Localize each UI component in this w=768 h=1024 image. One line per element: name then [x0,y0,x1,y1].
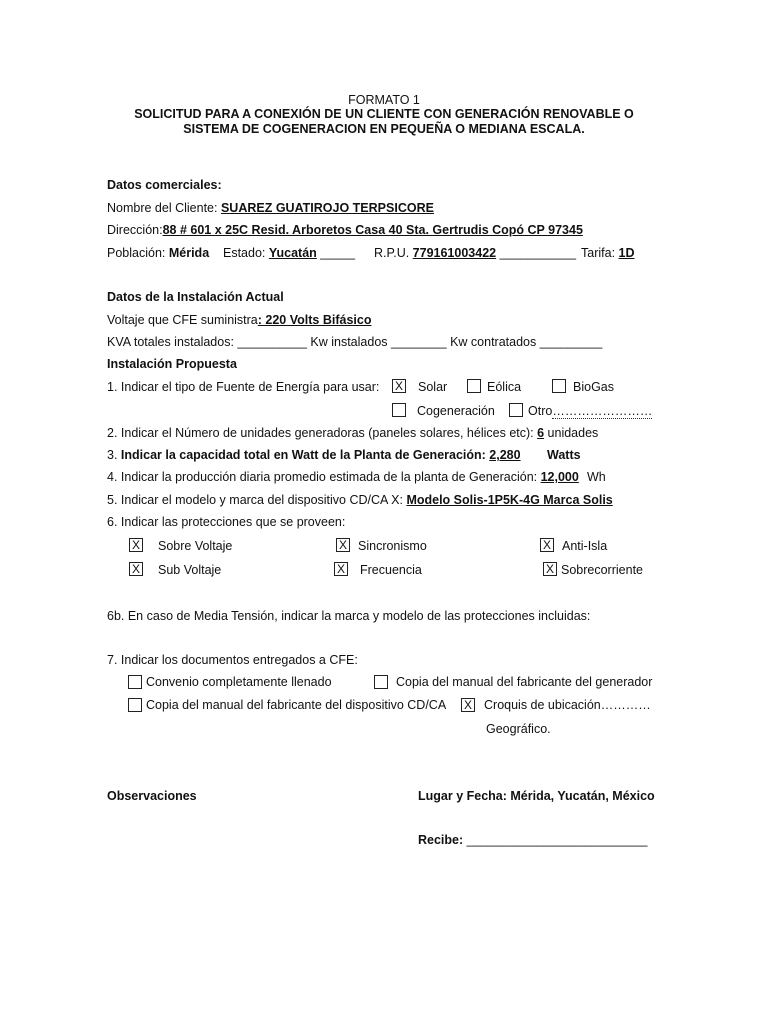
label-sincronismo: Sincronismo [358,539,427,553]
croquis-row [484,699,651,712]
q2-units-row [107,427,598,440]
label-eolica: Eólica [487,380,522,394]
checkbox-cogeneracion[interactable] [392,403,406,417]
q3-capacity-unit: Watts [547,448,581,462]
state-label: Estado: [223,246,269,260]
tariff-row [581,247,635,260]
label-croquis-continued: Geográfico. [486,722,551,736]
q7-documents-question: 7. Indicar los documentos entregados a CFE: [107,653,358,667]
state-value: Yucatán [268,246,317,260]
rpu-value: 779161003422 [412,246,497,260]
checkbox-convenio[interactable] [128,675,142,689]
observaciones-label: Observaciones [107,789,197,803]
q4-production-value: 12,000 [540,470,579,484]
voltage-label: Voltaje que CFE suministra [107,313,258,327]
voltage-row [107,314,371,327]
voltage-value: : 220 Volts Bifásico [257,313,372,327]
recibe-blank: __________________________ [466,833,648,847]
label-biogas: BioGas [573,380,614,394]
recibe-label: Recibe: [418,833,467,847]
label-solar: Solar [418,380,448,394]
section-heading-comerciales: Datos comerciales: [107,178,222,192]
checkbox-eolica[interactable] [467,379,481,393]
installed-capacity-row: KVA totales instalados: __________ Kw instalados ________ Kw contratados _________ [107,335,603,349]
form-number: FORMATO 1 [348,93,420,107]
label-manual-dispositivo: Copia del manual del fabricante del dispositivo CD/CA [146,698,447,712]
croquis-dots: ………… [600,698,651,712]
q1-energy-source-question: 1. Indicar el tipo de Fuente de Energía para usar: [107,380,380,394]
form-title-line-2: SISTEMA DE COGENERACION EN PEQUEÑA O MEDIANA ESCALA. [183,122,585,136]
q3-capacity-value: 2,280 [489,448,521,462]
rpu-row [374,247,576,260]
address-value: 88 # 601 x 25C Resid. Arboretos Casa 40 Sta. Gertrudis Copó CP 97345 [162,223,583,237]
q2-units-suffix: unidades [544,426,599,440]
rpu-blank: ___________ [496,246,577,260]
label-cogeneracion: Cogeneración [417,404,495,418]
q3-capacity-question: Indicar la capacidad total en Watt de la Planta de Generación: [120,448,490,462]
label-otro: Otro [528,404,553,418]
checkbox-frecuencia[interactable]: X [334,562,348,576]
checkbox-anti-isla[interactable]: X [540,538,554,552]
checkbox-manual-generador[interactable] [374,675,388,689]
q5-inverter-value: Modelo Solis-1P5K-4G Marca Solis [406,493,613,507]
state-blank: _____ [316,246,356,260]
q6-protections-question: 6. Indicar las protecciones que se proveen: [107,515,346,529]
q3-number: 3. [107,448,121,462]
checkbox-sobrecorriente[interactable]: X [543,562,557,576]
q4-production-question: 4. Indicar la producción diaria promedio estimada de la planta de Generación: [107,470,541,484]
checkbox-manual-dispositivo[interactable] [128,698,142,712]
place-date: Lugar y Fecha: Mérida, Yucatán, México [418,789,655,803]
section-heading-propuesta: Instalación Propuesta [107,357,237,371]
label-sub-voltaje: Sub Voltaje [158,563,222,577]
checkbox-sincronismo[interactable]: X [336,538,350,552]
address-label: Dirección: [107,223,163,237]
recibe-row [418,834,647,847]
client-name-value: SUAREZ GUATIROJO TERPSICORE [220,201,434,215]
label-convenio: Convenio completamente llenado [146,675,332,689]
q5-inverter-row [107,494,613,507]
checkbox-solar[interactable]: X [392,379,406,393]
checkbox-sobre-voltaje[interactable]: X [129,538,143,552]
label-anti-isla: Anti-Isla [562,539,608,553]
checkbox-croquis[interactable]: X [461,698,475,712]
q5-inverter-question: 5. Indicar el modelo y marca del dispositivo CD/CA X: [107,493,407,507]
city-row [107,247,209,260]
rpu-label: R.P.U. [374,246,413,260]
label-croquis: Croquis de ubicación [484,698,601,712]
checkbox-sub-voltaje[interactable]: X [129,562,143,576]
q3-capacity-row [107,449,521,462]
label-manual-generador: Copia del manual del fabricante del generador [396,675,653,689]
q4-production-row [107,471,579,484]
state-row [223,247,355,260]
q2-units-question: 2. Indicar el Número de unidades generadoras (paneles solares, hélices etc): [107,426,538,440]
tariff-value: 1D [618,246,635,260]
label-sobre-voltaje: Sobre Voltaje [158,539,233,553]
form-title-line-1: SOLICITUD PARA A CONEXIÓN DE UN CLIENTE CON GENERACIÓN RENOVABLE O [134,107,634,121]
otro-blank-dots: …………………… [552,404,653,418]
label-sobrecorriente: Sobrecorriente [561,563,643,577]
city-value: Mérida [168,246,210,260]
q2-units-value: 6 [537,426,545,440]
client-name-row [107,202,434,215]
checkbox-biogas[interactable] [552,379,566,393]
otro-row [528,405,652,418]
q6b-medium-voltage-question: 6b. En caso de Media Tensión, indicar la marca y modelo de las protecciones incluidas: [107,609,591,623]
label-frecuencia: Frecuencia [360,563,422,577]
checkbox-otro[interactable] [509,403,523,417]
city-label: Población: [107,246,169,260]
address-row [107,224,583,237]
section-heading-instalacion: Datos de la Instalación Actual [107,290,284,304]
client-name-label: Nombre del Cliente: [107,201,221,215]
q4-production-unit: Wh [587,470,606,484]
tariff-label: Tarifa: [581,246,619,260]
